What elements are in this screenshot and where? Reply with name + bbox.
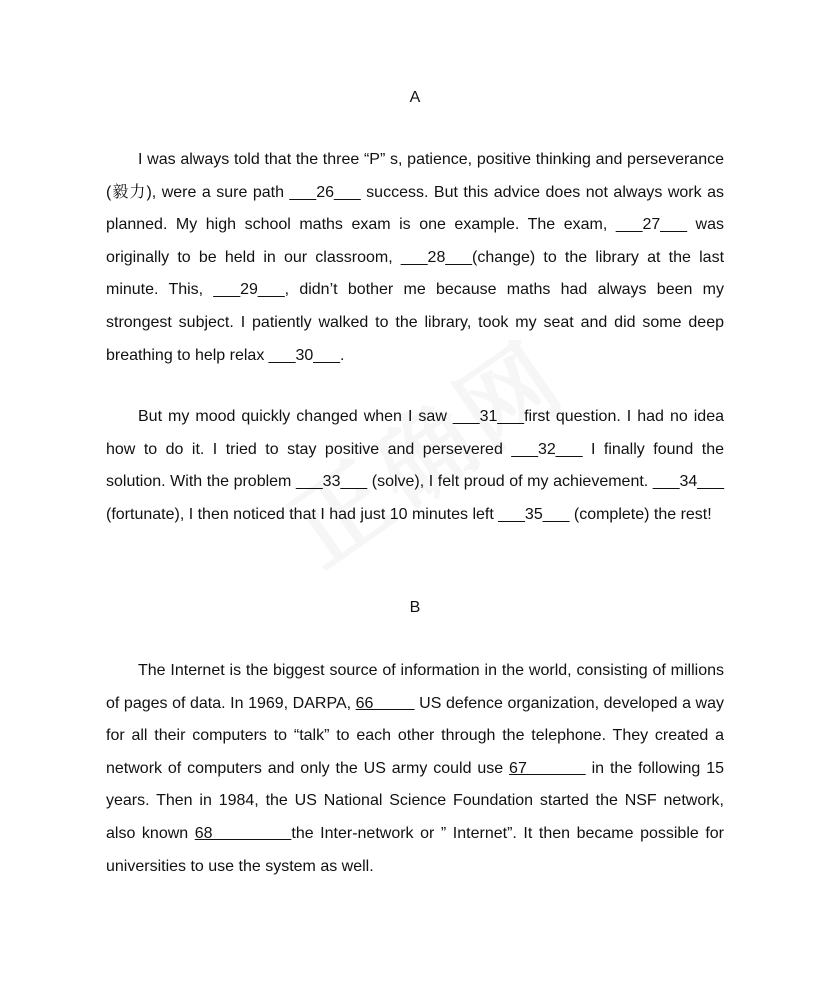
text-segment: But my mood quickly changed when I saw — [138, 408, 453, 425]
blank-34: ___34___ — [652, 473, 724, 491]
text-segment: was originally to be held in our classroom, — [106, 216, 724, 266]
blank-35: ___35___ — [498, 505, 570, 523]
text-segment: . — [339, 346, 345, 364]
text-segment: (complete) the rest! — [569, 505, 712, 523]
blank-27: ___27___ — [615, 216, 687, 234]
text-segment: the Inter-network or ” Internet”. It then became possible for universities to use the system as well. — [106, 824, 725, 875]
section-b-heading: B — [409, 599, 421, 616]
blank-68: 68 — [194, 824, 292, 842]
section-a-paragraph-1 — [106, 144, 724, 372]
text-segment: first question. I had no idea how to do it. I tried to stay positive and persevered — [106, 408, 724, 458]
blank-32: ___32___ — [511, 440, 583, 458]
blank-30: ___30___ — [268, 346, 340, 364]
text-segment: (change) to the library at the last minute. This, — [106, 248, 725, 299]
text-segment: (fortunate), I then noticed that I had just 10 minutes left — [106, 505, 499, 523]
text-segment: I finally found the solution. With the problem — [106, 440, 724, 491]
text-segment: US defence organization, developed a way for all their computers to “talk” to each other through the telephone. They created a network of computers and only the US army could use — [106, 694, 725, 777]
blank-67: 67 — [509, 759, 586, 777]
section-a-heading: A — [409, 89, 421, 106]
blank-31: ___31___ — [452, 408, 525, 425]
section-b-paragraph-1 — [106, 655, 724, 883]
text-segment: (solve), I felt proud of my achievement. — [367, 473, 653, 491]
text-segment: , didn’t bother me because maths had always been my strongest subject. I patiently walked to the library, took my seat and did some deep breathing to help relax — [106, 281, 724, 364]
text-segment: in the following 15 years. Then in 1984, the US National Science Foundation started the NSF network, also known — [106, 759, 725, 842]
text-segment: success. But this advice does not always work as planned. My high school maths exam is one example. The exam, — [106, 183, 724, 234]
blank-66: 66 — [355, 694, 415, 712]
blank-33: ___33___ — [295, 473, 368, 491]
text-segment: The Internet is the biggest source of information in the world, consisting of millions of pages of data. In 1969, DARPA, — [106, 662, 724, 712]
blank-29: ___29___ — [213, 281, 285, 299]
section-a-paragraph-2 — [106, 401, 724, 531]
blank-28: ___28___ — [400, 248, 473, 266]
blank-26: ___26___ — [289, 183, 361, 201]
text-segment: I was always told that the three “P” s, patience, positive thinking and perseverance (毅力), were a sure path — [106, 151, 724, 201]
